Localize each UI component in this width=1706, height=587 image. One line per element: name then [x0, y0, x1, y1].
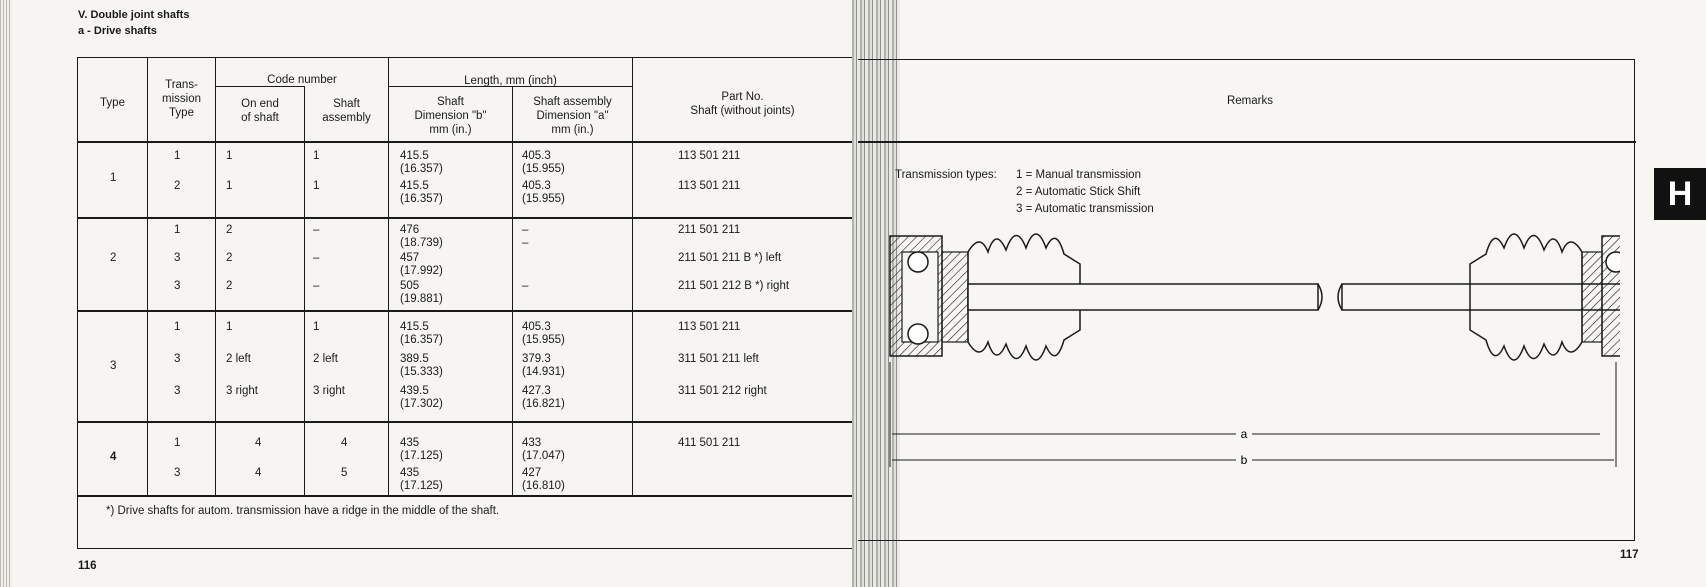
end-code-cell: 4 [255, 437, 262, 449]
part-no-cell: 311 501 211 left [678, 353, 759, 365]
drive-shaft-drawing [880, 222, 1620, 512]
col-divider [147, 58, 148, 496]
dimension-b-cell: 415.5 (16.357) [400, 150, 443, 175]
part-no-cell: 411 501 211 [678, 437, 741, 449]
page-edge [0, 0, 12, 587]
dimension-a-cell: – [522, 280, 529, 292]
trans-cell: 1 [174, 224, 181, 236]
header-transmission-type: Trans- mission Type [162, 79, 201, 119]
part-no-cell: 311 501 212 right [678, 385, 767, 397]
section-heading: V. Double joint shafts [78, 9, 190, 21]
trans-cell: 2 [174, 180, 181, 192]
dimension-b-cell: 476 (18.739) [400, 224, 443, 249]
assembly-code-cell: 1 [313, 180, 320, 192]
trans-cell: 1 [174, 150, 181, 162]
transmission-type-item: 2 = Automatic Stick Shift [1016, 186, 1141, 198]
dimension-b-cell: 457 (17.992) [400, 252, 443, 277]
dimension-b-cell: 435 (17.125) [400, 467, 443, 492]
header-type: Type [100, 97, 125, 109]
end-code-cell: 2 [226, 224, 233, 236]
dimension-b-cell: 439.5 (17.302) [400, 385, 443, 410]
col-divider [512, 86, 513, 496]
part-no-cell: 211 501 211 B *) left [678, 252, 782, 264]
trans-cell: 3 [174, 467, 181, 479]
dimension-a-cell: 427 (16.810) [522, 467, 565, 492]
assembly-code-cell: – [313, 280, 320, 292]
header-length: Length, mm (inch) [464, 75, 557, 87]
type-cell: 2 [110, 252, 117, 264]
part-no-cell: 211 501 212 B *) right [678, 280, 790, 292]
end-code-cell: 2 left [226, 353, 251, 365]
group-rule [77, 217, 852, 219]
header-on-end-of-shaft: On end of shaft [241, 98, 279, 124]
dimension-b-cell: 435 (17.125) [400, 437, 443, 462]
dimension-a-cell: 405.3 (15.955) [522, 150, 565, 175]
subsection-heading: a - Drive shafts [78, 25, 157, 37]
end-code-cell: 1 [226, 150, 233, 162]
assembly-code-cell: 4 [341, 437, 348, 449]
header-bottom-rule [77, 141, 852, 143]
dimension-a-label: a [1240, 427, 1248, 441]
dimension-b-cell: 415.5 (16.357) [400, 180, 443, 205]
header-part-no: Part No. Shaft (without joints) [690, 91, 795, 117]
shaft-left-section [968, 284, 1318, 310]
transmission-type-item: 3 = Automatic transmission [1016, 203, 1154, 215]
assembly-code-cell: 1 [313, 321, 320, 333]
type-cell: 1 [110, 172, 117, 184]
shaft-right-section [1342, 284, 1620, 310]
dimension-a-cell: 405.3 (15.955) [522, 321, 565, 346]
trans-cell: 3 [174, 353, 181, 365]
group-rule [77, 310, 852, 312]
trans-cell: 3 [174, 280, 181, 292]
part-no-cell: 113 501 211 [678, 150, 741, 162]
page-number-right: 117 [1620, 549, 1639, 561]
end-code-cell: 3 right [226, 385, 258, 397]
end-code-cell: 4 [255, 467, 262, 479]
col-divider [304, 86, 305, 496]
part-no-cell: 211 501 211 [678, 224, 741, 236]
dimension-a-cell: – – [522, 224, 529, 249]
assembly-code-cell: 1 [313, 150, 320, 162]
end-code-cell: 1 [226, 180, 233, 192]
page-number-left: 116 [78, 560, 97, 572]
end-code-cell: 1 [226, 321, 233, 333]
header-dimension-b: Shaft Dimension "b" mm (in.) [414, 96, 487, 136]
remarks-header-rule [858, 141, 1636, 143]
table-footnote: *) Drive shafts for autom. transmission have a ridge in the middle of the shaft. [106, 505, 500, 517]
trans-cell: 3 [174, 252, 181, 264]
section-tab: H [1654, 168, 1706, 220]
left-page [0, 0, 852, 587]
header-code-number: Code number [267, 74, 337, 86]
trans-cell: 1 [174, 437, 181, 449]
assembly-code-cell: 2 left [313, 353, 338, 365]
part-no-cell: 113 501 211 [678, 321, 741, 333]
trans-cell: 1 [174, 321, 181, 333]
dimension-a-cell: 427.3 (16.821) [522, 385, 565, 410]
col-divider [632, 58, 633, 496]
dimension-a-cell: 379.3 (14.931) [522, 353, 565, 378]
assembly-code-cell: 3 right [313, 385, 345, 397]
remarks-heading: Remarks [1226, 95, 1273, 107]
type-cell: 3 [110, 360, 117, 372]
dimension-b-cell: 389.5 (15.333) [400, 353, 443, 378]
right-cv-joint [1582, 236, 1620, 356]
left-cv-joint [890, 236, 968, 356]
end-code-cell: 2 [226, 280, 233, 292]
footnote-rule [77, 495, 852, 497]
dimension-b-cell: 415.5 (16.357) [400, 321, 443, 346]
dimension-a-cell: 433 (17.047) [522, 437, 565, 462]
dimension-a-cell: 405.3 (15.955) [522, 180, 565, 205]
transmission-type-item: 1 = Manual transmission [1016, 169, 1141, 181]
assembly-code-cell: – [313, 252, 320, 264]
assembly-code-cell: 5 [341, 467, 348, 479]
header-shaft-assembly: Shaft assembly [322, 98, 371, 124]
trans-cell: 3 [174, 385, 181, 397]
transmission-types-label: Transmission types: [895, 169, 997, 181]
dimension-b-cell: 505 (19.881) [400, 280, 443, 305]
dimension-b-label: b [1240, 453, 1248, 467]
group-rule [77, 421, 852, 423]
end-code-cell: 2 [226, 252, 233, 264]
part-no-cell: 113 501 211 [678, 180, 741, 192]
type-cell: 4 [110, 451, 117, 463]
assembly-code-cell: – [313, 224, 320, 236]
header-dimension-a: Shaft assembly Dimension "a" mm (in.) [533, 96, 612, 136]
